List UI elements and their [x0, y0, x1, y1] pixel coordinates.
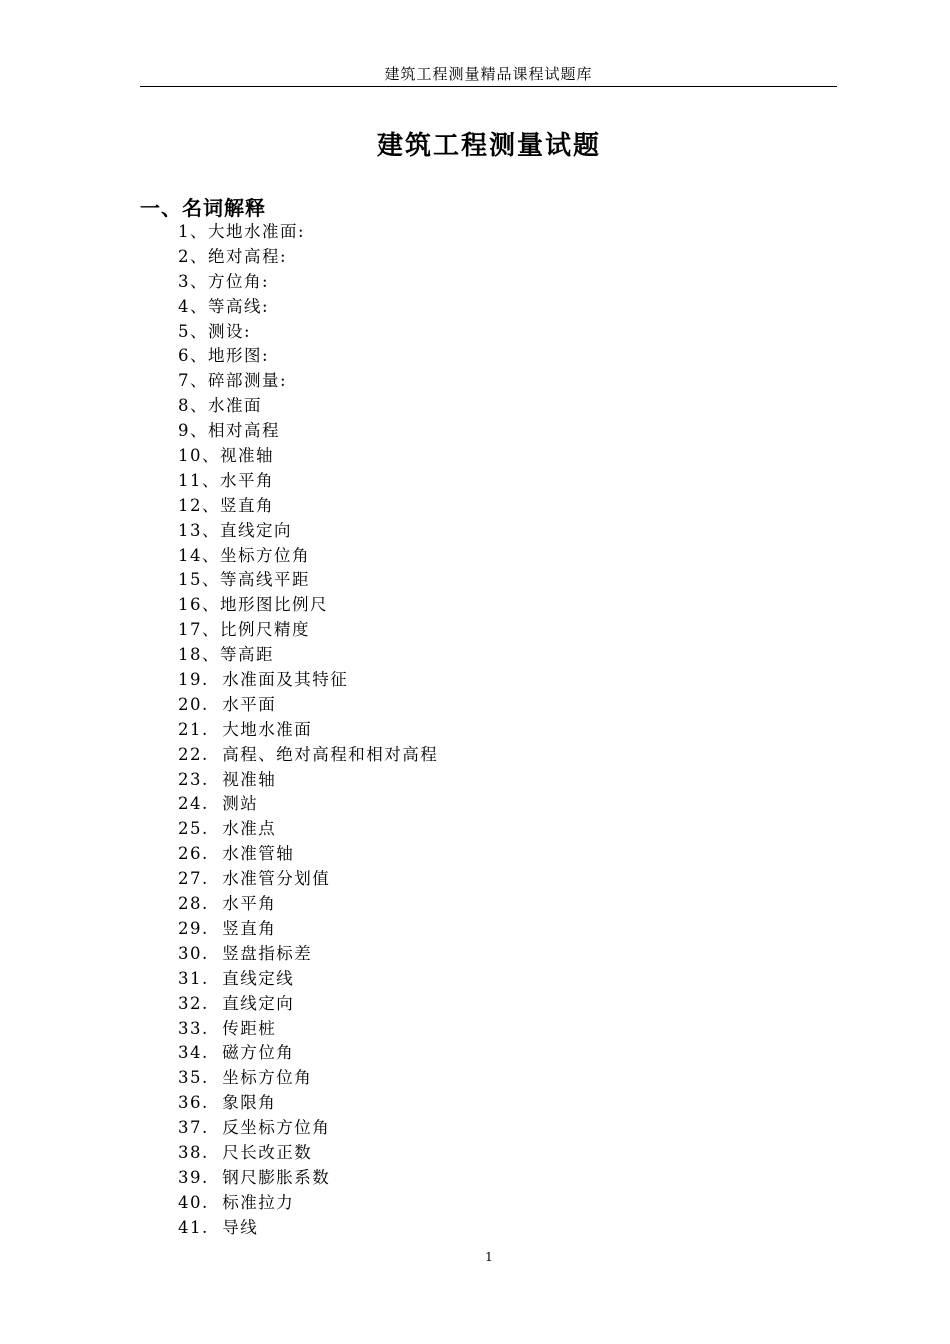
term-number: 36.	[178, 1093, 223, 1113]
list-item	[178, 544, 438, 569]
term-number: 13、	[178, 520, 220, 540]
term-number: 26.	[178, 844, 223, 864]
list-item	[178, 892, 438, 917]
list-item	[178, 295, 438, 320]
term-number: 3、	[178, 271, 208, 291]
term-number: 18、	[178, 645, 220, 665]
term-number: 14、	[178, 545, 220, 565]
term-number: 24.	[178, 794, 223, 814]
term-text: 地形图:	[208, 346, 270, 366]
list-item	[178, 369, 438, 394]
list-item	[178, 519, 438, 544]
term-text: 视准轴	[222, 769, 277, 789]
list-item	[178, 1141, 438, 1166]
term-number: 21.	[178, 719, 223, 739]
term-text: 坐标方位角	[222, 1068, 313, 1088]
term-number: 10、	[178, 446, 220, 466]
list-item	[178, 842, 438, 867]
term-text: 大地水准面	[222, 719, 313, 739]
term-number: 37.	[178, 1118, 223, 1138]
list-item	[178, 768, 438, 793]
term-number: 33.	[178, 1018, 223, 1038]
list-item	[178, 593, 438, 618]
term-text: 方位角:	[208, 271, 270, 291]
list-item	[178, 718, 438, 743]
term-number: 39.	[178, 1167, 223, 1187]
list-item	[178, 1066, 438, 1091]
term-text: 传距桩	[222, 1018, 277, 1038]
term-text: 测站	[222, 794, 259, 814]
term-number: 7、	[178, 371, 208, 391]
term-text: 等高距	[220, 645, 274, 665]
term-text: 水准面	[208, 396, 262, 416]
term-number: 1、	[178, 222, 208, 241]
term-list	[178, 220, 438, 1241]
term-number: 8、	[178, 396, 208, 416]
term-number: 5、	[178, 321, 208, 341]
term-text: 碎部测量:	[208, 371, 288, 391]
term-text: 等高线平距	[220, 570, 310, 590]
term-text: 竖盘指标差	[222, 943, 313, 963]
list-item	[178, 1091, 438, 1116]
term-text: 坐标方位角	[220, 545, 310, 565]
term-number: 31.	[178, 968, 223, 988]
list-item	[178, 245, 438, 270]
document-title: 建筑工程测量试题	[376, 131, 601, 161]
term-text: 水平角	[222, 894, 277, 914]
list-item	[178, 494, 438, 519]
term-number: 17、	[178, 620, 220, 640]
list-item	[178, 743, 438, 768]
term-number: 25.	[178, 819, 223, 839]
list-item	[178, 1191, 438, 1216]
list-item	[178, 469, 438, 494]
list-item	[178, 643, 438, 668]
term-text: 水准点	[222, 819, 277, 839]
term-number: 38.	[178, 1142, 223, 1162]
term-text: 比例尺精度	[220, 620, 310, 640]
list-item	[178, 792, 438, 817]
term-number: 6、	[178, 346, 208, 366]
term-text: 竖直角	[222, 918, 277, 938]
list-item	[178, 693, 438, 718]
term-text: 磁方位角	[222, 1043, 295, 1063]
term-number: 41.	[178, 1217, 223, 1237]
page-number: 1	[485, 1250, 493, 1264]
list-item	[178, 1216, 438, 1241]
list-item	[178, 1116, 438, 1141]
term-number: 11、	[178, 470, 220, 490]
term-text: 水准管分划值	[222, 869, 331, 889]
term-number: 28.	[178, 894, 223, 914]
page-header-text: 建筑工程测量精品课程试题库	[384, 65, 593, 83]
term-text: 大地水准面:	[208, 222, 306, 241]
term-number: 15、	[178, 570, 220, 590]
term-number: 2、	[178, 246, 208, 266]
list-item	[178, 568, 438, 593]
term-text: 直线定向	[222, 993, 295, 1013]
term-number: 34.	[178, 1043, 223, 1063]
list-item	[178, 618, 438, 643]
list-item	[178, 867, 438, 892]
term-text: 视准轴	[220, 446, 274, 466]
list-item	[178, 817, 438, 842]
list-item	[178, 394, 438, 419]
list-item	[178, 344, 438, 369]
term-text: 高程、绝对高程和相对高程	[222, 744, 439, 764]
list-item	[178, 967, 438, 992]
list-item	[178, 1166, 438, 1191]
list-item	[178, 1041, 438, 1066]
term-text: 反坐标方位角	[222, 1118, 331, 1138]
term-number: 20.	[178, 694, 223, 714]
term-text: 水准管轴	[222, 844, 295, 864]
list-item	[178, 1017, 438, 1042]
term-text: 水平角	[220, 470, 274, 490]
term-text: 测设:	[208, 321, 252, 341]
list-item	[178, 320, 438, 345]
list-item	[178, 444, 438, 469]
term-text: 尺长改正数	[222, 1142, 313, 1162]
list-item	[178, 419, 438, 444]
term-number: 40.	[178, 1192, 223, 1212]
section-heading: 一、名词解释	[140, 196, 266, 220]
list-item	[178, 668, 438, 693]
term-number: 12、	[178, 495, 220, 515]
term-number: 23.	[178, 769, 223, 789]
term-text: 钢尺膨胀系数	[222, 1167, 331, 1187]
term-number: 9、	[178, 421, 208, 441]
term-text: 直线定向	[220, 520, 292, 540]
term-text: 直线定线	[222, 968, 295, 988]
term-number: 30.	[178, 943, 223, 963]
term-text: 竖直角	[220, 495, 274, 515]
term-text: 水平面	[222, 694, 277, 714]
term-number: 29.	[178, 918, 223, 938]
list-item	[178, 992, 438, 1017]
term-text: 象限角	[222, 1093, 277, 1113]
page-header	[140, 62, 837, 87]
term-number: 22.	[178, 744, 223, 764]
term-number: 27.	[178, 869, 223, 889]
term-text: 绝对高程:	[208, 246, 288, 266]
term-number: 16、	[178, 595, 220, 615]
list-item	[178, 917, 438, 942]
term-number: 35.	[178, 1068, 223, 1088]
term-number: 32.	[178, 993, 223, 1013]
term-text: 标准拉力	[222, 1192, 295, 1212]
list-item	[178, 942, 438, 967]
list-item	[178, 270, 438, 295]
term-text: 水准面及其特征	[222, 670, 349, 690]
term-text: 导线	[222, 1217, 259, 1237]
term-number: 19.	[178, 670, 223, 690]
term-text: 相对高程	[208, 421, 280, 441]
term-text: 地形图比例尺	[220, 595, 328, 615]
term-number: 4、	[178, 296, 208, 316]
list-item	[178, 220, 438, 245]
term-text: 等高线:	[208, 296, 270, 316]
